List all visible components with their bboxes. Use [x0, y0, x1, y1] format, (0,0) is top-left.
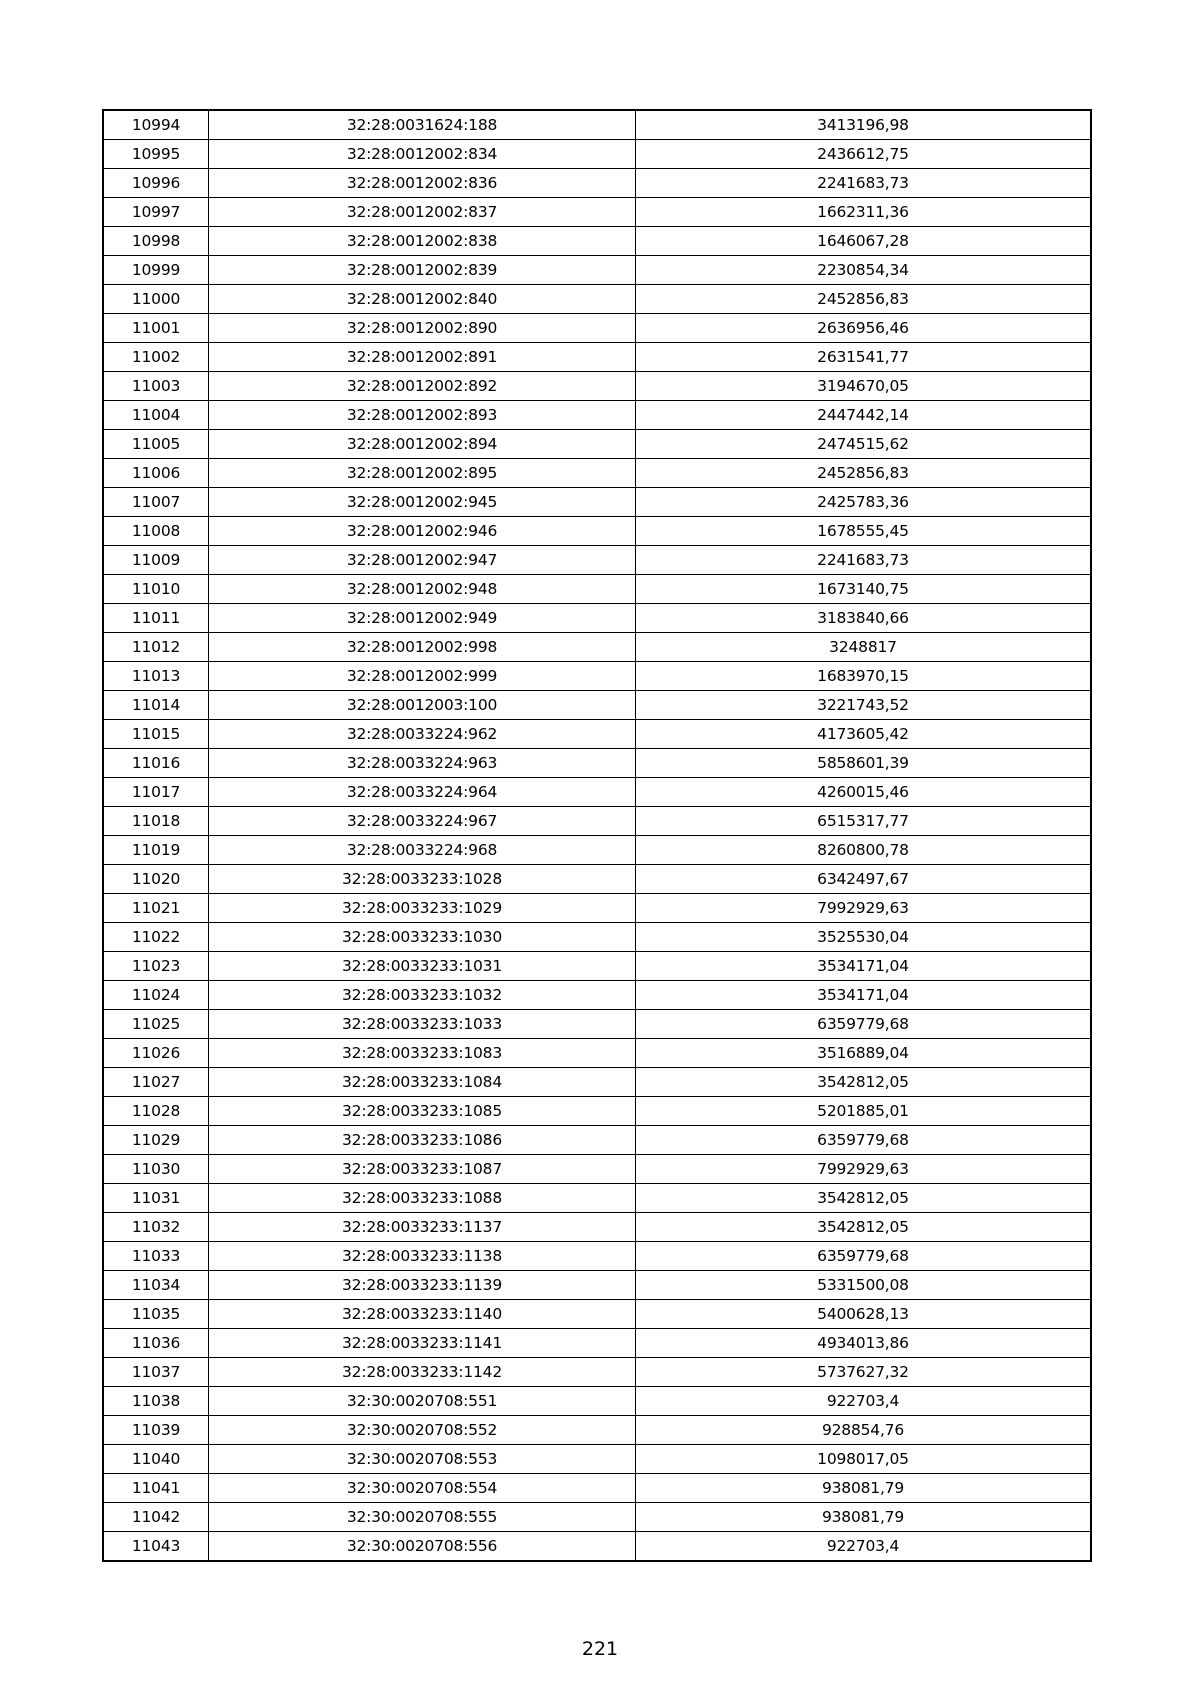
cadastral-number-cell: 32:28:0033233:1138: [209, 1242, 636, 1271]
row-number-cell: 11005: [103, 430, 209, 459]
table-row: [103, 1329, 1091, 1358]
cadastral-number-cell: 32:28:0033233:1033: [209, 1010, 636, 1039]
table-row: [103, 1126, 1091, 1155]
cadastral-number-cell: 32:28:0033224:963: [209, 749, 636, 778]
value-cell: 5858601,39: [636, 749, 1092, 778]
cadastral-number-cell: 32:30:0020708:551: [209, 1387, 636, 1416]
value-cell: 4260015,46: [636, 778, 1092, 807]
table-row: [103, 720, 1091, 749]
table-row: [103, 1387, 1091, 1416]
value-cell: 3413196,98: [636, 110, 1092, 140]
cadastral-number-cell: 32:28:0012003:100: [209, 691, 636, 720]
table-row: [103, 256, 1091, 285]
cadastral-number-cell: 32:28:0033224:968: [209, 836, 636, 865]
cadastral-number-cell: 32:28:0012002:892: [209, 372, 636, 401]
cadastral-number-cell: 32:28:0012002:891: [209, 343, 636, 372]
table-row: [103, 459, 1091, 488]
row-number-cell: 11042: [103, 1503, 209, 1532]
row-number-cell: 11032: [103, 1213, 209, 1242]
cadastral-number-cell: 32:28:0012002:946: [209, 517, 636, 546]
row-number-cell: 10998: [103, 227, 209, 256]
value-cell: 3248817: [636, 633, 1092, 662]
row-number-cell: 11008: [103, 517, 209, 546]
row-number-cell: 11017: [103, 778, 209, 807]
row-number-cell: 11034: [103, 1271, 209, 1300]
table-row: [103, 1474, 1091, 1503]
cadastral-number-cell: 32:28:0033233:1030: [209, 923, 636, 952]
cadastral-number-cell: 32:28:0033233:1031: [209, 952, 636, 981]
value-cell: 3542812,05: [636, 1213, 1092, 1242]
table-row: [103, 691, 1091, 720]
value-cell: 2241683,73: [636, 546, 1092, 575]
table-row: [103, 749, 1091, 778]
value-cell: 6359779,68: [636, 1242, 1092, 1271]
value-cell: 7992929,63: [636, 894, 1092, 923]
table-row: [103, 1503, 1091, 1532]
row-number-cell: 11035: [103, 1300, 209, 1329]
value-cell: 3221743,52: [636, 691, 1092, 720]
value-cell: 6515317,77: [636, 807, 1092, 836]
table-row: [103, 1213, 1091, 1242]
data-table-container: [102, 109, 1086, 1562]
row-number-cell: 11021: [103, 894, 209, 923]
cadastral-number-cell: 32:28:0033233:1141: [209, 1329, 636, 1358]
row-number-cell: 11007: [103, 488, 209, 517]
cadastral-number-cell: 32:28:0033233:1083: [209, 1039, 636, 1068]
table-row: [103, 546, 1091, 575]
table-row: [103, 575, 1091, 604]
cadastral-number-cell: 32:28:0033224:964: [209, 778, 636, 807]
cadastral-number-cell: 32:28:0012002:895: [209, 459, 636, 488]
value-cell: 938081,79: [636, 1474, 1092, 1503]
table-row: [103, 343, 1091, 372]
value-cell: 2636956,46: [636, 314, 1092, 343]
value-cell: 2230854,34: [636, 256, 1092, 285]
value-cell: 3194670,05: [636, 372, 1092, 401]
cadastral-number-cell: 32:30:0020708:554: [209, 1474, 636, 1503]
cadastral-number-cell: 32:28:0012002:949: [209, 604, 636, 633]
table-row: [103, 401, 1091, 430]
cadastral-number-cell: 32:28:0012002:945: [209, 488, 636, 517]
cadastral-number-cell: 32:28:0033233:1087: [209, 1155, 636, 1184]
value-cell: 2452856,83: [636, 459, 1092, 488]
row-number-cell: 11036: [103, 1329, 209, 1358]
table-row: [103, 923, 1091, 952]
row-number-cell: 11000: [103, 285, 209, 314]
cadastral-number-cell: 32:28:0033233:1032: [209, 981, 636, 1010]
table-row: [103, 894, 1091, 923]
row-number-cell: 11022: [103, 923, 209, 952]
table-row: [103, 1242, 1091, 1271]
table-row: [103, 778, 1091, 807]
row-number-cell: 11002: [103, 343, 209, 372]
value-cell: 2241683,73: [636, 169, 1092, 198]
row-number-cell: 11040: [103, 1445, 209, 1474]
cadastral-number-cell: 32:28:0012002:893: [209, 401, 636, 430]
value-cell: 1646067,28: [636, 227, 1092, 256]
value-cell: 2447442,14: [636, 401, 1092, 430]
table-row: [103, 604, 1091, 633]
row-number-cell: 10997: [103, 198, 209, 227]
cadastral-number-cell: 32:28:0033233:1086: [209, 1126, 636, 1155]
cadastral-number-cell: 32:30:0020708:552: [209, 1416, 636, 1445]
cadastral-number-cell: 32:28:0033233:1085: [209, 1097, 636, 1126]
cadastral-number-cell: 32:30:0020708:555: [209, 1503, 636, 1532]
table-row: [103, 517, 1091, 546]
cadastral-number-cell: 32:28:0012002:838: [209, 227, 636, 256]
table-row: [103, 488, 1091, 517]
cadastral-value-table: [102, 109, 1092, 1562]
cadastral-number-cell: 32:28:0033233:1028: [209, 865, 636, 894]
value-cell: 6359779,68: [636, 1126, 1092, 1155]
value-cell: 6359779,68: [636, 1010, 1092, 1039]
cadastral-number-cell: 32:28:0012002:998: [209, 633, 636, 662]
row-number-cell: 11023: [103, 952, 209, 981]
row-number-cell: 11024: [103, 981, 209, 1010]
value-cell: 4173605,42: [636, 720, 1092, 749]
table-body: [103, 110, 1091, 1561]
row-number-cell: 11043: [103, 1532, 209, 1562]
cadastral-number-cell: 32:28:0012002:836: [209, 169, 636, 198]
cadastral-number-cell: 32:28:0012002:894: [209, 430, 636, 459]
row-number-cell: 11012: [103, 633, 209, 662]
row-number-cell: 10996: [103, 169, 209, 198]
row-number-cell: 11009: [103, 546, 209, 575]
row-number-cell: 11028: [103, 1097, 209, 1126]
cadastral-number-cell: 32:28:0033233:1140: [209, 1300, 636, 1329]
cadastral-number-cell: 32:28:0033233:1084: [209, 1068, 636, 1097]
table-row: [103, 1184, 1091, 1213]
row-number-cell: 11020: [103, 865, 209, 894]
row-number-cell: 11010: [103, 575, 209, 604]
table-row: [103, 1532, 1091, 1562]
row-number-cell: 11006: [103, 459, 209, 488]
value-cell: 3542812,05: [636, 1184, 1092, 1213]
cadastral-number-cell: 32:28:0012002:839: [209, 256, 636, 285]
row-number-cell: 11004: [103, 401, 209, 430]
table-row: [103, 372, 1091, 401]
value-cell: 3525530,04: [636, 923, 1092, 952]
value-cell: 1098017,05: [636, 1445, 1092, 1474]
row-number-cell: 11037: [103, 1358, 209, 1387]
row-number-cell: 11015: [103, 720, 209, 749]
row-number-cell: 11025: [103, 1010, 209, 1039]
cadastral-number-cell: 32:28:0033233:1088: [209, 1184, 636, 1213]
cadastral-number-cell: 32:28:0033224:967: [209, 807, 636, 836]
row-number-cell: 11026: [103, 1039, 209, 1068]
cadastral-number-cell: 32:28:0012002:948: [209, 575, 636, 604]
value-cell: 5400628,13: [636, 1300, 1092, 1329]
table-row: [103, 285, 1091, 314]
value-cell: 1673140,75: [636, 575, 1092, 604]
cadastral-number-cell: 32:28:0012002:890: [209, 314, 636, 343]
value-cell: 922703,4: [636, 1387, 1092, 1416]
value-cell: 3534171,04: [636, 981, 1092, 1010]
cadastral-number-cell: 32:28:0033233:1142: [209, 1358, 636, 1387]
value-cell: 2436612,75: [636, 140, 1092, 169]
page-number: 221: [581, 1638, 619, 1660]
value-cell: 1678555,45: [636, 517, 1092, 546]
table-row: [103, 952, 1091, 981]
row-number-cell: 11027: [103, 1068, 209, 1097]
value-cell: 7992929,63: [636, 1155, 1092, 1184]
table-row: [103, 1097, 1091, 1126]
row-number-cell: 10995: [103, 140, 209, 169]
table-row: [103, 1068, 1091, 1097]
row-number-cell: 11011: [103, 604, 209, 633]
table-row: [103, 836, 1091, 865]
value-cell: 2474515,62: [636, 430, 1092, 459]
value-cell: 3542812,05: [636, 1068, 1092, 1097]
value-cell: 6342497,67: [636, 865, 1092, 894]
value-cell: 5331500,08: [636, 1271, 1092, 1300]
table-row: [103, 198, 1091, 227]
value-cell: 8260800,78: [636, 836, 1092, 865]
value-cell: 5737627,32: [636, 1358, 1092, 1387]
table-row: [103, 1010, 1091, 1039]
value-cell: 3183840,66: [636, 604, 1092, 633]
cadastral-number-cell: 32:30:0020708:556: [209, 1532, 636, 1562]
row-number-cell: 11001: [103, 314, 209, 343]
table-row: [103, 633, 1091, 662]
row-number-cell: 10999: [103, 256, 209, 285]
table-row: [103, 1445, 1091, 1474]
row-number-cell: 11039: [103, 1416, 209, 1445]
value-cell: 1662311,36: [636, 198, 1092, 227]
table-row: [103, 227, 1091, 256]
table-row: [103, 1358, 1091, 1387]
row-number-cell: 10994: [103, 110, 209, 140]
table-row: [103, 981, 1091, 1010]
row-number-cell: 11013: [103, 662, 209, 691]
row-number-cell: 11003: [103, 372, 209, 401]
table-row: [103, 1271, 1091, 1300]
table-row: [103, 140, 1091, 169]
value-cell: 3516889,04: [636, 1039, 1092, 1068]
table-row: [103, 169, 1091, 198]
cadastral-number-cell: 32:28:0033233:1029: [209, 894, 636, 923]
value-cell: 2425783,36: [636, 488, 1092, 517]
value-cell: 3534171,04: [636, 952, 1092, 981]
value-cell: 4934013,86: [636, 1329, 1092, 1358]
table-row: [103, 1155, 1091, 1184]
row-number-cell: 11033: [103, 1242, 209, 1271]
table-row: [103, 807, 1091, 836]
row-number-cell: 11029: [103, 1126, 209, 1155]
table-row: [103, 1039, 1091, 1068]
value-cell: 928854,76: [636, 1416, 1092, 1445]
value-cell: 2631541,77: [636, 343, 1092, 372]
table-row: [103, 1416, 1091, 1445]
cadastral-number-cell: 32:28:0031624:188: [209, 110, 636, 140]
table-row: [103, 110, 1091, 140]
row-number-cell: 11016: [103, 749, 209, 778]
cadastral-number-cell: 32:28:0012002:840: [209, 285, 636, 314]
value-cell: 1683970,15: [636, 662, 1092, 691]
row-number-cell: 11014: [103, 691, 209, 720]
cadastral-number-cell: 32:28:0033233:1139: [209, 1271, 636, 1300]
value-cell: 2452856,83: [636, 285, 1092, 314]
row-number-cell: 11030: [103, 1155, 209, 1184]
cadastral-number-cell: 32:28:0012002:837: [209, 198, 636, 227]
cadastral-number-cell: 32:28:0012002:947: [209, 546, 636, 575]
cadastral-number-cell: 32:28:0012002:999: [209, 662, 636, 691]
row-number-cell: 11018: [103, 807, 209, 836]
row-number-cell: 11038: [103, 1387, 209, 1416]
row-number-cell: 11019: [103, 836, 209, 865]
cadastral-number-cell: 32:28:0012002:834: [209, 140, 636, 169]
cadastral-number-cell: 32:30:0020708:553: [209, 1445, 636, 1474]
value-cell: 5201885,01: [636, 1097, 1092, 1126]
cadastral-number-cell: 32:28:0033224:962: [209, 720, 636, 749]
table-row: [103, 430, 1091, 459]
table-row: [103, 662, 1091, 691]
row-number-cell: 11031: [103, 1184, 209, 1213]
table-row: [103, 314, 1091, 343]
value-cell: 938081,79: [636, 1503, 1092, 1532]
table-row: [103, 865, 1091, 894]
table-row: [103, 1300, 1091, 1329]
cadastral-number-cell: 32:28:0033233:1137: [209, 1213, 636, 1242]
row-number-cell: 11041: [103, 1474, 209, 1503]
value-cell: 922703,4: [636, 1532, 1092, 1562]
